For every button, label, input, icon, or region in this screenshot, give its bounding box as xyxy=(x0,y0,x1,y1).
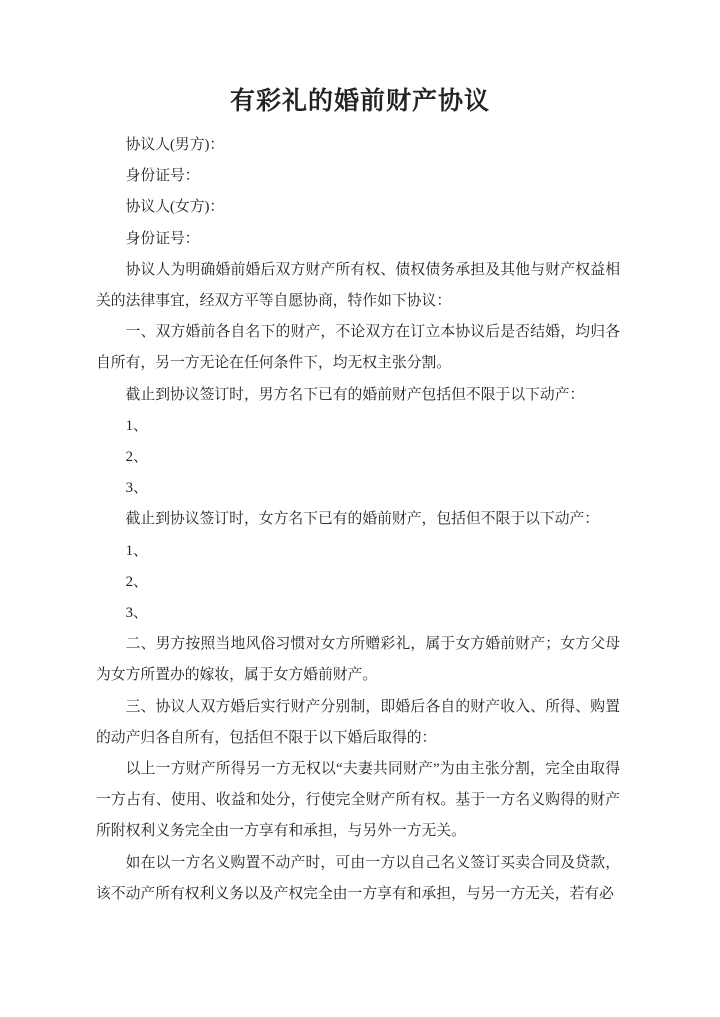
clause-1-paragraph: 一、双方婚前各自名下的财产，不论双方在订立本协议后是否结婚，均归各自所有，另一方无论在任何条件下，均无权主张分割。 xyxy=(96,324,620,372)
clause-3-paragraph: 三、协议人双方婚后实行财产分别制，即婚后各自的财产收入、所得、购置的动产归各自所有，包括但不限于以下婚后取得的： xyxy=(96,698,620,746)
document-body xyxy=(96,130,620,910)
male-asset-item-1: 1、 xyxy=(125,417,148,434)
clause-3-ownership-paragraph: 以上一方财产所得另一方无权以“夫妻共同财产”为由主张分割，完全由取得一方占有、使用、收益和处分，行使完全财产所有权。基于一方名义购得的财产所附权利义务完全由一方享有和承担，与另外一方无关。 xyxy=(96,761,620,840)
female-asset-item-1: 1、 xyxy=(125,542,148,559)
party-male-label: 协议人(男方)： xyxy=(125,137,225,153)
clause-2-paragraph: 二、男方按照当地风俗习惯对女方所赠彩礼，属于女方婚前财产；女方父母为女方所置办的嫁妆，属于女方婚前财产。 xyxy=(96,636,620,684)
male-asset-item-3: 3、 xyxy=(125,480,148,497)
party-female-id-label: 身份证号： xyxy=(125,230,200,247)
preamble-paragraph: 协议人为明确婚前婚后双方财产所有权、债权债务承担及其他与财产权益相关的法律事宜，经双方平等自愿协商，特作如下协议： xyxy=(96,261,620,310)
party-male-id-label: 身份证号： xyxy=(125,168,200,185)
female-asset-item-2: 2、 xyxy=(125,573,148,590)
document-title: 有彩礼的婚前财产协议 xyxy=(229,88,490,115)
party-female-label: 协议人(女方)： xyxy=(125,199,225,216)
male-asset-item-2: 2、 xyxy=(125,449,148,466)
clause-3-realestate-paragraph: 如在以一方名义购置不动产时，可由一方以自己名义签订买卖合同及贷款，该不动产所有权利义务以及产权完全由一方享有和承担，与另一方无关，若有必 xyxy=(96,854,620,902)
female-asset-item-3: 3、 xyxy=(125,605,148,622)
male-assets-intro: 截止到协议签订时，男方名下已有的婚前财产包括但不限于以下动产： xyxy=(125,386,585,403)
female-assets-intro: 截止到协议签订时，女方名下已有的婚前财产，包括但不限于以下动产： xyxy=(125,511,600,528)
